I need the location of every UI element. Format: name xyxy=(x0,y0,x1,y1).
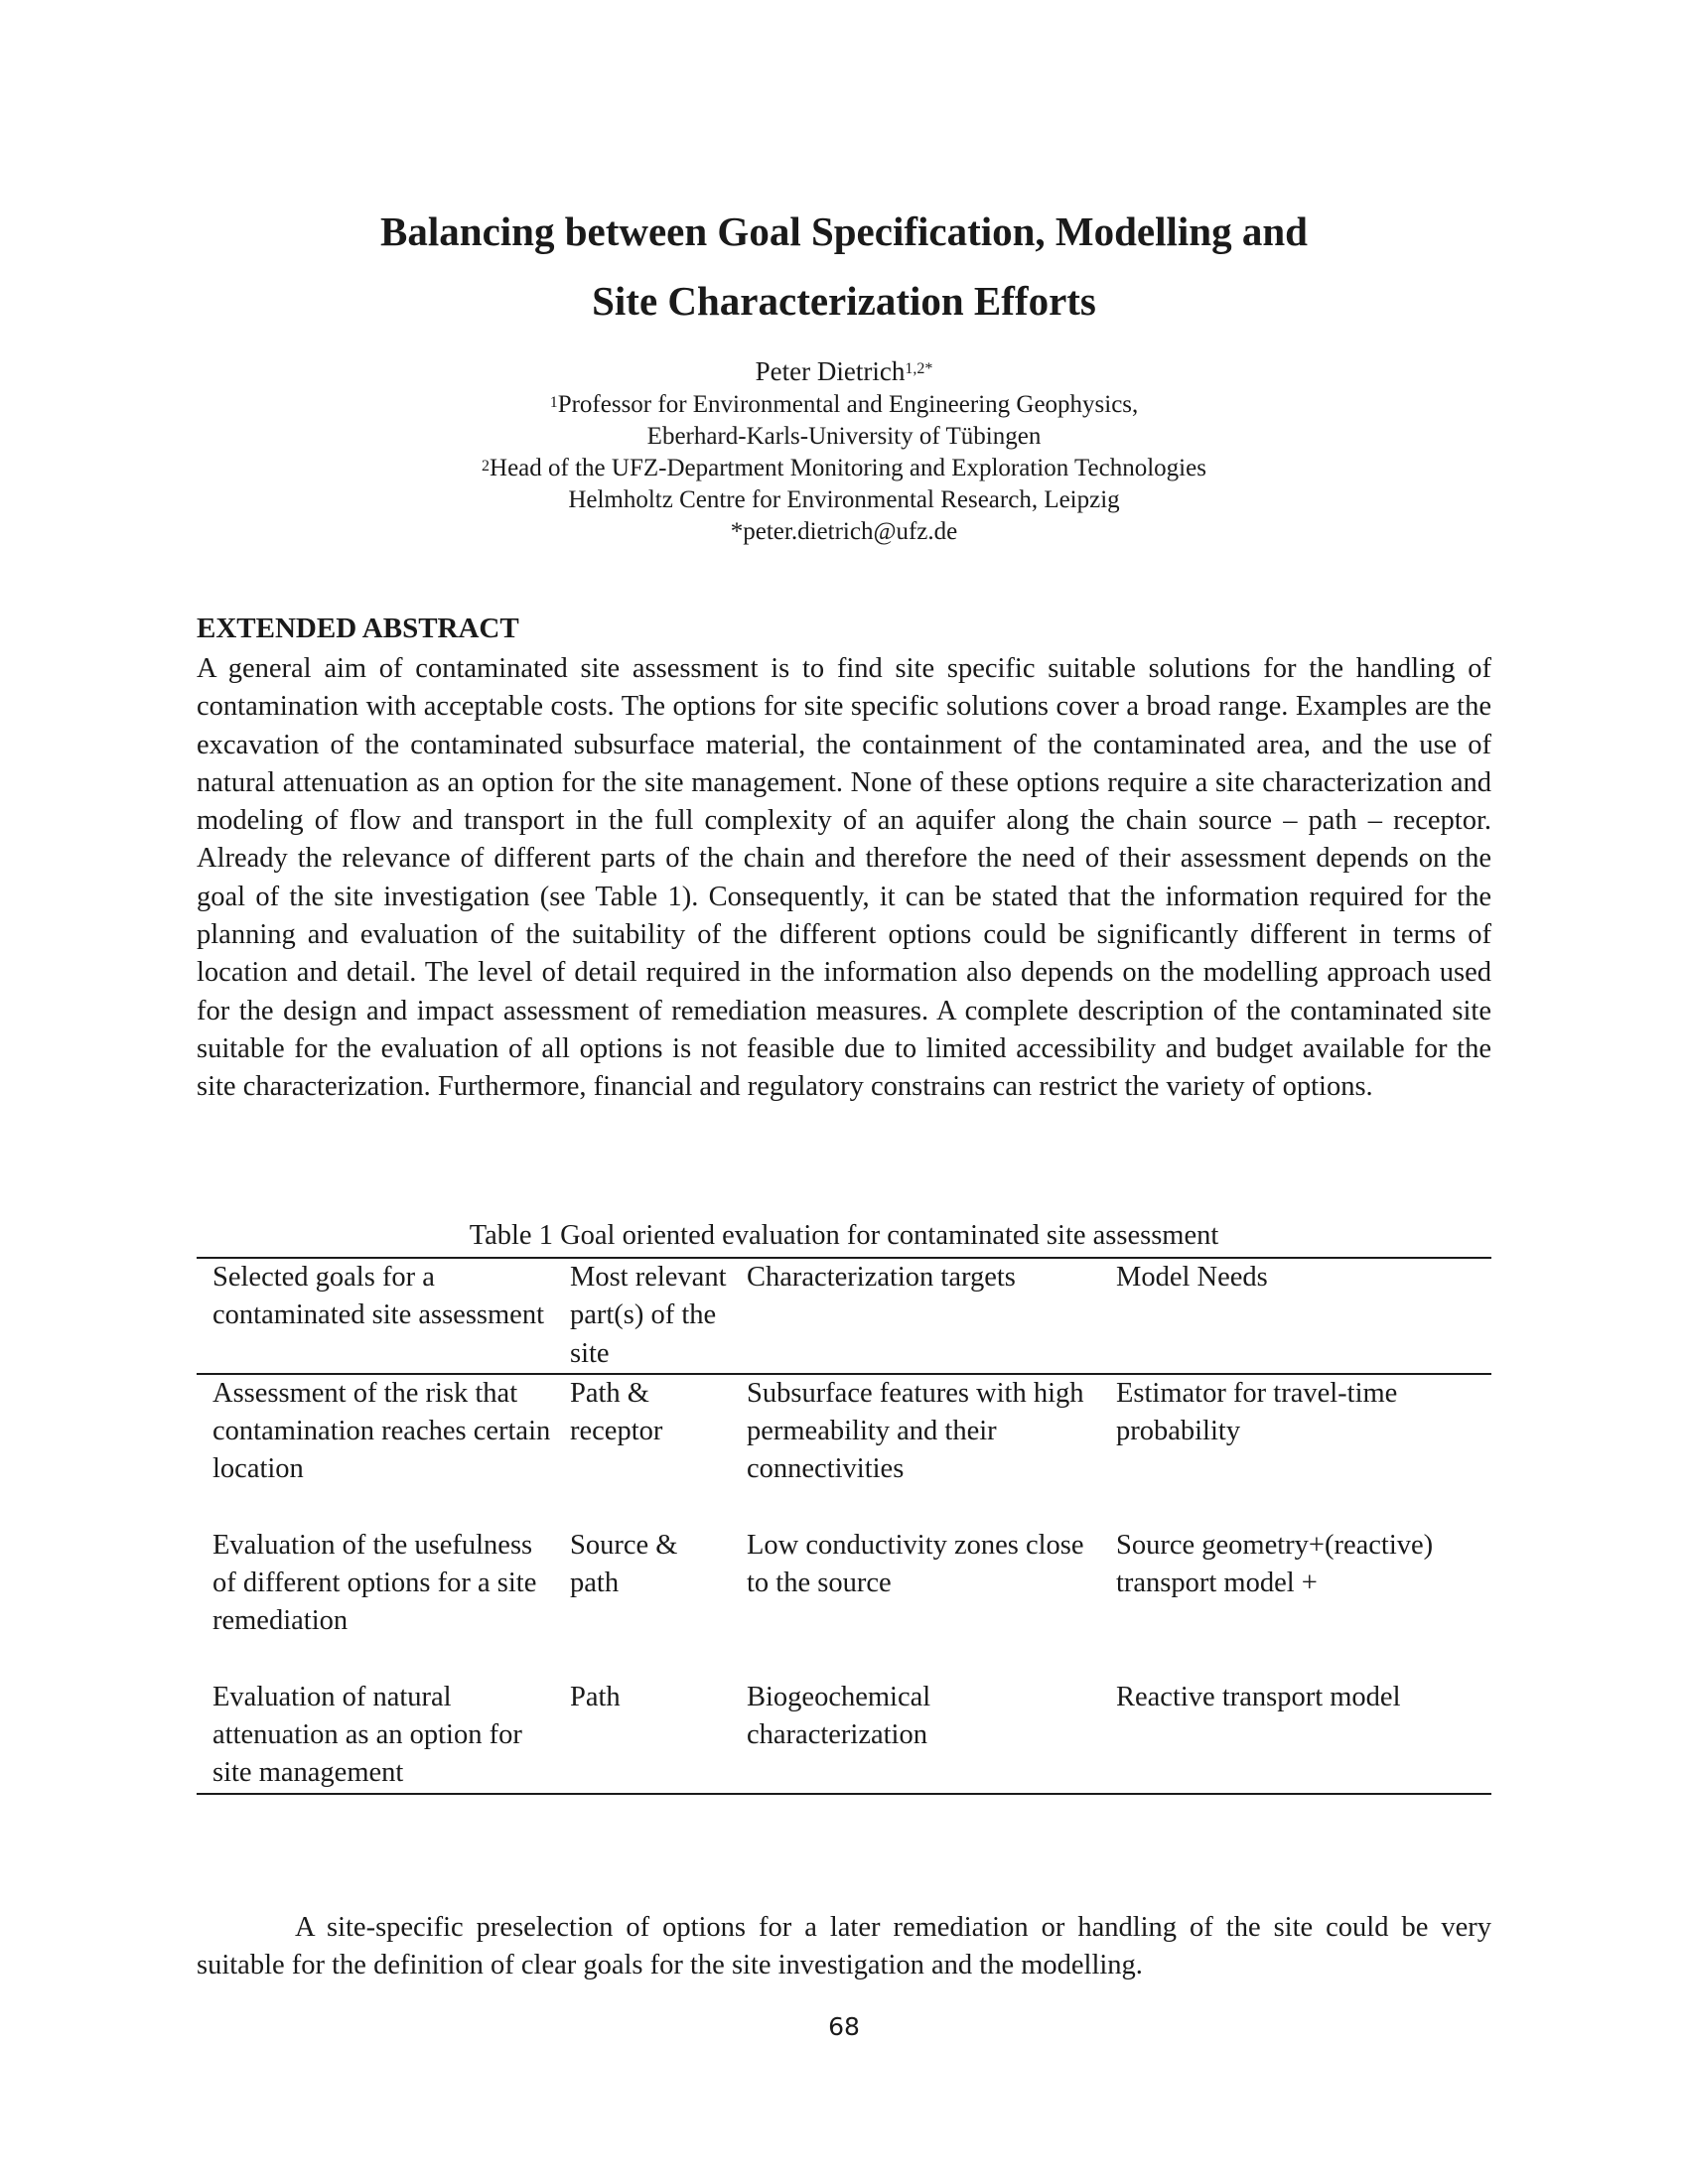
author-name: Peter Dietrich xyxy=(755,356,906,386)
affiliation-2-superscript: 2 xyxy=(482,458,491,475)
table-header-cell: Selected goals for a contaminated site assessment xyxy=(212,1262,544,1331)
table-header-cell: Characterization targets xyxy=(747,1262,1016,1293)
author-name-superscript: 1,2* xyxy=(905,360,933,377)
table-header-cell: Model Needs xyxy=(1116,1262,1268,1293)
table-cell: Estimator for travel-time probability xyxy=(1116,1377,1398,1447)
table-cell: Path & receptor xyxy=(570,1377,663,1447)
author-name-line xyxy=(199,353,1489,389)
table-caption: Table 1 Goal oriented evaluation for contaminated site assessment xyxy=(469,1220,1219,1251)
affiliation-2-line-1 xyxy=(199,453,1489,484)
author-email: *peter.dietrich@ufz.de xyxy=(730,518,958,545)
page-number: 68 xyxy=(828,2012,860,2041)
table-header-cell: Most relevant part(s) of the site xyxy=(570,1262,727,1369)
paper-title xyxy=(199,197,1489,336)
table-cell: Subsurface features with high permeability and their connectivities xyxy=(747,1377,1084,1485)
section-heading: EXTENDED ABSTRACT xyxy=(197,613,519,644)
abstract-paragraph: A general aim of contaminated site assessment is to find site specific suitable solutions for the handling of contamination with acceptable costs. The options for site specific solutions cover a broad range. Examples are the excavation of the contaminated subsurface material, the containment of the contaminated area, and the use of natural attenuation as an option for the site management. None of these options require a site characterization and modeling of flow and transport in the full complexity of an aquifer along the chain source – path – receptor. Already the relevance of different parts of the chain and therefore the need of their assessment depends on the goal of the site investigation (see Table 1). Consequently, it can be stated that the information required for the planning and evaluation of the suitability of the different options could be significantly different in terms of location and detail. The level of detail required in the information also depends on the modelling approach used for the design and impact assessment of remediation measures. A complete description of the contaminated site suitable for the evaluation of all options is not feasible due to limited accessibility and budget available for the site characterization. Furthermore, financial and regulatory constrains can restrict the variety of options. xyxy=(197,653,1491,1103)
author-block xyxy=(199,353,1489,548)
affiliation-1-text: Professor for Environmental and Engineering Geophysics, xyxy=(557,391,1139,418)
affiliation-1-line-1 xyxy=(199,389,1489,421)
table-cell: Biogeochemical characterization xyxy=(747,1681,931,1750)
affiliation-1-line-2: Eberhard-Karls-University of Tübingen xyxy=(646,423,1042,450)
title-line-2: Site Characterization Efforts xyxy=(592,278,1096,324)
table-row xyxy=(197,1527,1491,1679)
title-line-1: Balancing between Goal Specification, Modelling and xyxy=(380,208,1308,254)
table-cell: Source geometry+(reactive) transport model + xyxy=(1116,1529,1434,1599)
table-header-row xyxy=(197,1258,1491,1374)
body-paragraph: A site-specific preselection of options for a later remediation or handling of the site could be very suitable for the definition of clear goals for the site investigation and the modelling. xyxy=(197,1912,1491,1981)
table-row xyxy=(197,1679,1491,1794)
affiliation-2-line-2: Helmholtz Centre for Environmental Research, Leipzig xyxy=(568,486,1120,513)
goal-evaluation-table xyxy=(197,1257,1491,1795)
table-cell: Low conductivity zones close to the source xyxy=(747,1529,1084,1599)
table-cell: Evaluation of natural attenuation as an option for site management xyxy=(212,1681,522,1789)
table-row xyxy=(197,1374,1491,1527)
affiliation-1-superscript: 1 xyxy=(549,394,558,411)
table-cell: Reactive transport model xyxy=(1116,1681,1401,1712)
table-cell: Evaluation of the usefulness of different options for a site remediation xyxy=(212,1529,537,1637)
affiliation-2-text: Head of the UFZ-Department Monitoring and Exploration Technologies xyxy=(490,455,1206,481)
table-cell: Path xyxy=(570,1681,621,1712)
table-cell: Assessment of the risk that contamination reaches certain location xyxy=(212,1377,551,1485)
table-cell: Source & path xyxy=(570,1529,678,1599)
